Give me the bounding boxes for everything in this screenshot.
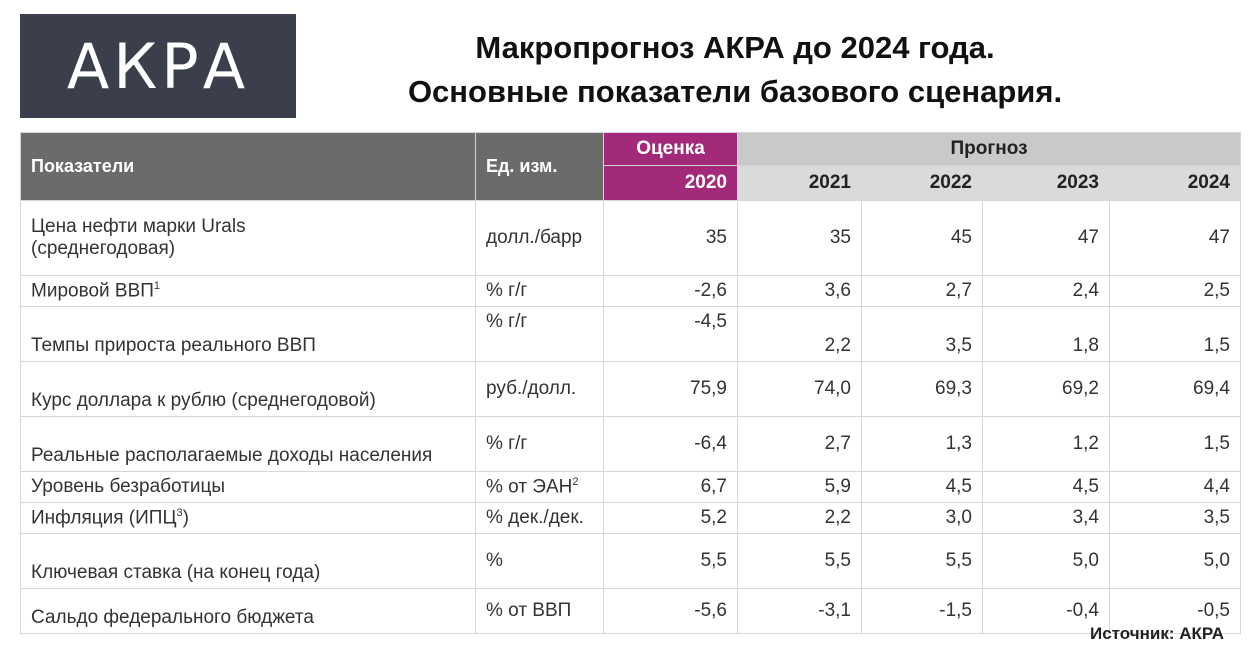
unit-cell: % г/г (476, 417, 604, 472)
unit-cell: % от ВВП (476, 589, 604, 634)
table-row (21, 534, 1241, 589)
indicator-label: Цена нефти марки Urals (31, 216, 246, 237)
value-cell: 35 (738, 201, 862, 276)
title-line-1: Макропрогноз АКРА до 2024 года. (475, 30, 995, 65)
value-cell: -0,4 (983, 589, 1110, 634)
value-cell: 2,2 (738, 307, 862, 362)
unit-label: % от ЭАН (486, 476, 573, 498)
indicator-cell: Темпы прироста реального ВВП (21, 307, 476, 362)
table-row (21, 589, 1241, 634)
value-cell: -2,6 (604, 276, 738, 307)
header-year: 2021 (738, 166, 862, 201)
unit-cell: % г/г (476, 307, 604, 362)
value-cell: 45 (862, 201, 983, 276)
indicator-suffix: ) (182, 507, 189, 529)
unit-cell: % г/г (476, 276, 604, 307)
value-cell: -6,4 (604, 417, 738, 472)
header-year: 2020 (604, 166, 738, 201)
header-forecast: Прогноз (738, 133, 1241, 166)
header-year: 2022 (862, 166, 983, 201)
value-cell: 1,5 (1110, 417, 1241, 472)
value-cell: -3,1 (738, 589, 862, 634)
value-cell: 75,9 (604, 362, 738, 417)
acra-logo (20, 14, 296, 118)
footnote-mark: 1 (153, 279, 161, 292)
value-cell: 2,4 (983, 276, 1110, 307)
value-cell: 5,9 (738, 472, 862, 503)
indicator-cell: Сальдо федерального бюджета (21, 589, 476, 634)
value-cell: 47 (1110, 201, 1241, 276)
value-cell: 74,0 (738, 362, 862, 417)
value-cell: 3,5 (862, 307, 983, 362)
value-cell: 1,8 (983, 307, 1110, 362)
value-cell: 3,0 (862, 503, 983, 534)
value-cell: 5,5 (604, 534, 738, 589)
value-cell: 3,4 (983, 503, 1110, 534)
page-title (300, 26, 1170, 114)
value-cell: 3,6 (738, 276, 862, 307)
value-cell: 35 (604, 201, 738, 276)
value-cell: 4,5 (862, 472, 983, 503)
value-cell: 2,7 (862, 276, 983, 307)
table-row (21, 362, 1241, 417)
indicator-label-line-2: (среднегодовая) (31, 238, 176, 259)
value-cell: 3,5 (1110, 503, 1241, 534)
table-row (21, 307, 1241, 362)
logo-text: АКРА (66, 29, 250, 103)
indicator-cell: Уровень безработицы (21, 472, 476, 503)
title-line-2: Основные показатели базового сценария. (407, 74, 1063, 109)
indicator-cell: Курс доллара к рублю (среднегодовой) (21, 362, 476, 417)
indicator-cell: Реальные располагаемые доходы населения (21, 417, 476, 472)
value-cell: 6,7 (604, 472, 738, 503)
value-cell: -5,6 (604, 589, 738, 634)
unit-cell: % дек./дек. (476, 503, 604, 534)
header-unit: Ед. изм. (476, 133, 604, 201)
source-note: Источник: АКРА (1090, 624, 1224, 643)
value-cell: 5,0 (1110, 534, 1241, 589)
header-indicators: Показатели (21, 133, 476, 201)
value-cell: 1,3 (862, 417, 983, 472)
unit-cell: долл./барр (476, 201, 604, 276)
value-cell: 2,5 (1110, 276, 1241, 307)
header-estimate: Оценка (604, 133, 738, 166)
value-cell: -1,5 (862, 589, 983, 634)
value-cell: 4,5 (983, 472, 1110, 503)
forecast-table (20, 132, 1241, 634)
table-row (21, 276, 1241, 307)
footnote-mark: 2 (572, 475, 579, 488)
indicator-cell: Ключевая ставка (на конец года) (21, 534, 476, 589)
value-cell: 5,0 (983, 534, 1110, 589)
value-cell: 2,7 (738, 417, 862, 472)
indicator-cell (21, 503, 476, 534)
value-cell: -4,5 (604, 307, 738, 362)
indicator-cell (21, 201, 476, 276)
value-cell: 4,4 (1110, 472, 1241, 503)
indicator-label: Инфляция (ИПЦ (31, 507, 177, 529)
value-cell: 47 (983, 201, 1110, 276)
value-cell: 69,3 (862, 362, 983, 417)
table-row (21, 472, 1241, 503)
unit-cell: % (476, 534, 604, 589)
header-year: 2024 (1110, 166, 1241, 201)
value-cell: 1,2 (983, 417, 1110, 472)
value-cell: 2,2 (738, 503, 862, 534)
indicator-cell (21, 276, 476, 307)
unit-cell (476, 472, 604, 503)
value-cell: 69,4 (1110, 362, 1241, 417)
value-cell: 5,5 (862, 534, 983, 589)
table-row (21, 503, 1241, 534)
header-year: 2023 (983, 166, 1110, 201)
value-cell: 1,5 (1110, 307, 1241, 362)
table-row (21, 417, 1241, 472)
value-cell: 5,2 (604, 503, 738, 534)
unit-cell: руб./долл. (476, 362, 604, 417)
value-cell: 5,5 (738, 534, 862, 589)
footnote-mark: 3 (176, 506, 183, 519)
value-cell: -0,5 (1110, 589, 1241, 634)
table-row (21, 201, 1241, 276)
value-cell: 69,2 (983, 362, 1110, 417)
indicator-label: Мировой ВВП (31, 280, 154, 302)
